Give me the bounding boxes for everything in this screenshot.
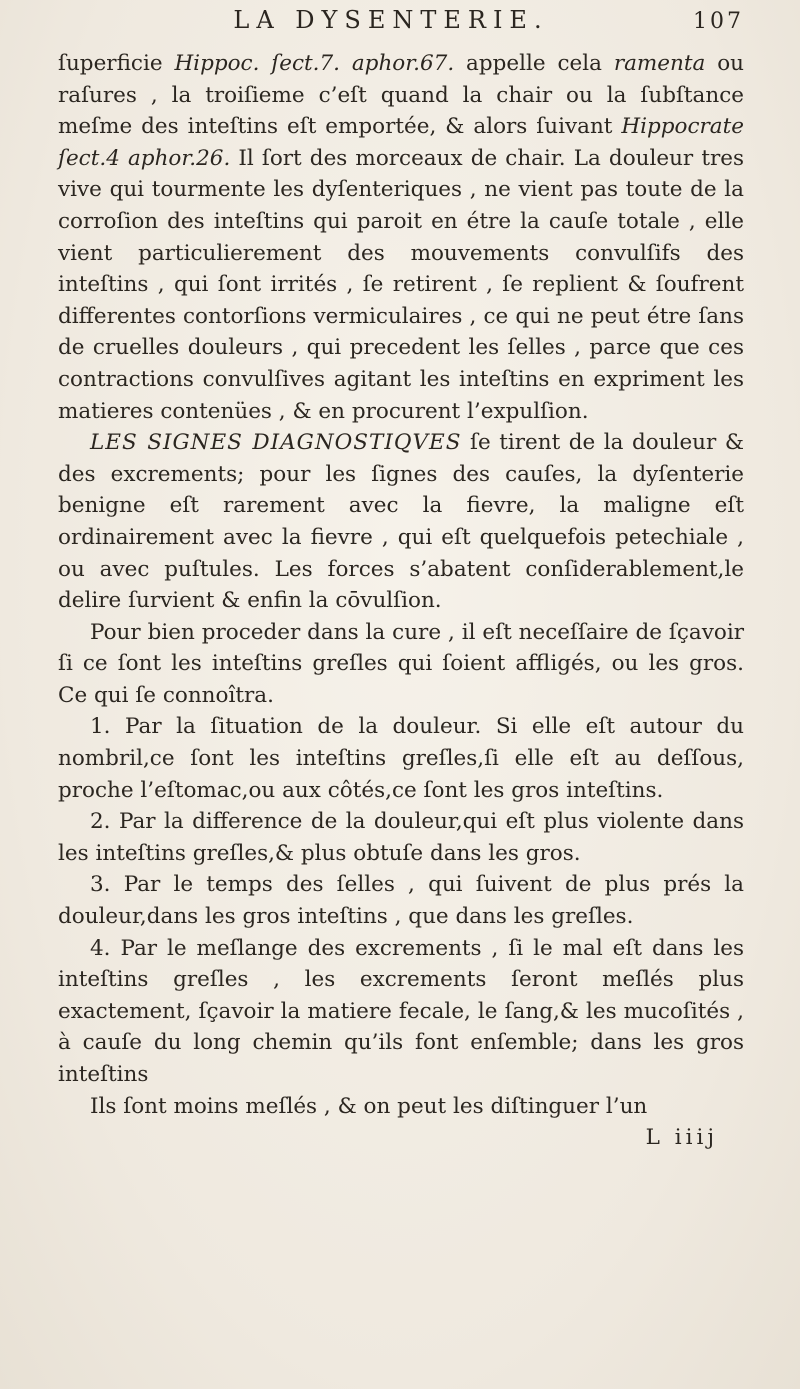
- page-number: 107: [693, 9, 744, 34]
- paragraph: [58, 806, 744, 869]
- running-title: LA DYSENTERIE.: [233, 6, 549, 34]
- paragraph: [58, 933, 744, 1091]
- page-body: [58, 48, 744, 1122]
- paragraph: [58, 617, 744, 712]
- text-run: Pour bien proceder dans la cure , il eſt neceſſaire de ſçavoir ſi ce ſont les inteſtins greſles qui ſoient affligés, ou les gros. Ce qui ſe connoîtra.: [58, 619, 744, 708]
- text-run: appelle cela: [454, 51, 614, 76]
- running-head: [58, 6, 744, 48]
- text-run: ſe tirent de la douleur & des excrements; pour les ſignes des cauſes, la dyſenterie benigne eſt rarement avec la fievre, la maligne eſt ordinairement avec la fievre , qui eſt quelquefois petechiale , ou avec puſtules. Les forces s’abatent conſiderablement,le delire ſurvient & enfin la cōvulſion.: [58, 430, 744, 614]
- paragraph: [58, 1091, 744, 1123]
- text-run: Il ſort des morceaux de chair. La douleur tres vive qui tourmente les dyſenteriques , ne vient pas toute de la corroſion des inteſtins qui paroit en étre la cauſe totale , elle vient particulierement des mouvements convulſifs des inteſtins , qui ſont irrités , ſe retirent , ſe replient & ſoufrent differentes contorſions vermiculaires , ce qui ne peut étre ſans de cruelles douleurs , qui precedent les ſelles , parce que ces contractions convulſives agitant les inteſtins en expriment les matieres contenües , & en procurent l’expulſion.: [58, 145, 744, 424]
- paragraph: [58, 427, 744, 617]
- text-run: 3. Par le temps des ſelles , qui ſuivent de plus prés la douleur,dans les gros inteſtins , que dans les greſles.: [58, 872, 744, 930]
- text-run: 1. Par la ſituation de la douleur. Si elle eſt autour du nombril,ce ſont les inteſtins greſles,ſi elle eſt au deſſous, proche l’eſtomac,ou aux côtés,ce ſont les gros inteſtins.: [58, 714, 744, 803]
- text-run: 2. Par la difference de la douleur,qui eſt plus violente dans les inteſtins greſles,& plus obtuſe dans les gros.: [58, 809, 744, 866]
- text-run: Ils ſont moins meſlés , & on peut les diſtinguer l’un: [90, 1093, 648, 1119]
- section-heading: LES SIGNES DIAGNOSTIQVES: [90, 430, 462, 456]
- text-run: 4. Par le meſlange des excrements , ſi le mal eſt dans les inteſtins greſles , les excrements ſeront meſlés plus exactement, ſçavoir la matiere fecale, le ſang,& les mucoſités , à cauſe du long chemin qu’ils font enſemble; dans les gros inteſtins: [58, 935, 744, 1087]
- text-run: ſuperficie: [58, 51, 175, 76]
- citation-text: ramenta: [613, 51, 706, 76]
- paragraph: [58, 48, 744, 427]
- signature-mark: L iiij: [645, 1125, 718, 1151]
- paragraph: [58, 869, 744, 932]
- citation-text: Hippocrate ſect.4 aphor.26.: [58, 114, 744, 171]
- citation-text: Hippoc. ſect.7. aphor.67.: [174, 51, 455, 76]
- paragraph: [58, 711, 744, 806]
- text-run: ou raſures , la troiſieme c’eſt quand la chair ou la ſubſtance meſme des inteſtins eſt emportée, & alors ſuivant: [58, 51, 744, 140]
